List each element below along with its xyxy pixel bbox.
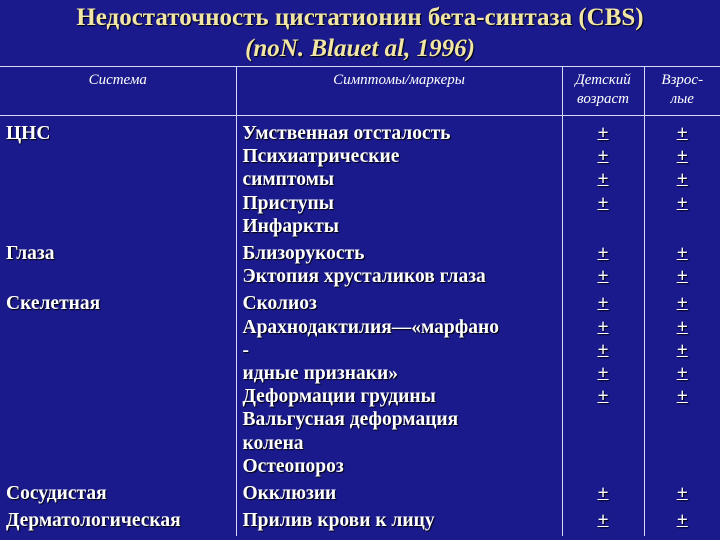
plus-minus-mark: + [676,146,688,168]
symptom-item: симптомы [242,169,335,191]
plus-minus-mark: + [676,192,688,214]
symptom-item: Близорукость [242,243,365,265]
symptoms-cell [236,242,562,292]
symptom-item: Арахнодактилия—«марфано [242,316,499,338]
table-row [0,509,720,536]
table-header-row [0,67,720,116]
plus-minus-mark: + [676,266,688,288]
system-cell: Сосудистая [6,483,107,505]
plus-minus-mark: + [676,510,688,532]
plus-minus-mark: + [676,316,688,338]
symptoms-cell [236,116,562,243]
plus-minus-mark: + [597,123,609,144]
adults-marks-cell [644,292,720,482]
plus-minus-mark: + [597,316,609,338]
slide-title [0,2,720,64]
children-marks-cell [562,292,644,482]
plus-minus-mark: + [597,483,609,505]
plus-minus-mark: + [597,192,609,214]
children-marks-cell [562,242,644,292]
plus-minus-mark: + [597,363,609,385]
symptom-item: идные признаки» [242,363,398,385]
adults-marks-cell [644,116,720,243]
symptoms-cell [236,292,562,482]
symptom-item: Окклюзии [242,483,337,505]
plus-minus-mark: + [676,483,688,505]
children-marks-cell [562,482,644,509]
plus-minus-mark: + [676,363,688,385]
plus-minus-mark: + [676,386,688,408]
children-marks-cell [562,509,644,536]
plus-minus-mark: + [597,146,609,168]
header-children-line: возраст [577,91,629,107]
children-marks-cell [562,116,644,243]
header-adults-line: лые [670,91,694,107]
table-row [0,116,720,243]
symptom-item: Сколиоз [242,293,317,315]
symptom-item: Инфаркты [242,215,340,237]
title-line-2: (поN. Blauet al, 1996) [245,35,475,62]
system-cell: ЦНС [6,123,51,144]
adults-marks-cell [644,509,720,536]
header-symptoms: Симптомы/маркеры [236,67,562,116]
header-children [562,67,644,116]
table-row [0,482,720,509]
header-children-line: Детский [575,72,631,88]
header-adults [644,67,720,116]
plus-minus-mark: + [597,510,609,532]
plus-minus-mark: + [597,339,609,361]
title-line-1: Недостаточность цистатионин бета-синтаза (CBS) [76,4,644,31]
symptom-item: Эктопия хрусталиков глаза [242,266,486,288]
table-row [0,242,720,292]
symptoms-cell [236,509,562,536]
system-cell: Дерматологическая [6,510,181,532]
symptom-item: Умственная отсталость [242,123,451,144]
header-system: Система [0,67,236,116]
symptom-item: Остеопороз [242,455,344,477]
adults-marks-cell [644,482,720,509]
plus-minus-mark: + [676,243,688,265]
system-cell: Скелетная [6,293,101,315]
plus-minus-mark: + [597,293,609,315]
header-adults-line: Взрос- [661,72,704,88]
symptom-item: - [242,339,249,361]
plus-minus-mark: + [597,169,609,191]
plus-minus-mark: + [676,123,688,144]
symptoms-cell [236,482,562,509]
plus-minus-mark: + [676,169,688,191]
plus-minus-mark: + [676,293,688,315]
plus-minus-mark: + [676,339,688,361]
symptom-item: Психиатрические [242,146,400,168]
symptoms-table [0,66,720,536]
symptom-item: колена [242,432,304,454]
symptom-item: Прилив крови к лицу [242,510,435,532]
plus-minus-mark: + [597,243,609,265]
system-cell: Глаза [6,243,55,265]
symptom-item: Приступы [242,192,334,214]
adults-marks-cell [644,242,720,292]
symptom-item: Вальгусная деформация [242,409,459,431]
symptom-item: Деформации грудины [242,386,436,408]
plus-minus-mark: + [597,266,609,288]
plus-minus-mark: + [597,386,609,408]
table-row [0,292,720,482]
